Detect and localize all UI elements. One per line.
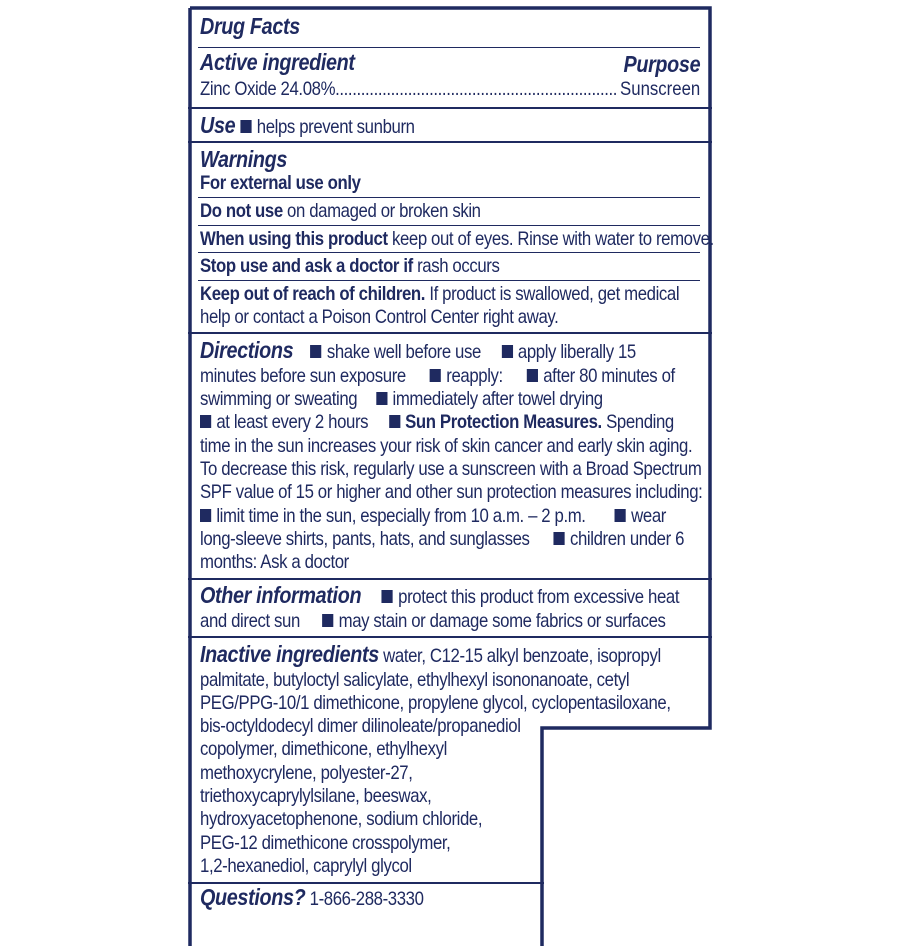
bullet-icon [502, 345, 513, 358]
use-heading: Use [200, 112, 236, 138]
section-divider [188, 107, 712, 109]
other-info-item: may stain or damage some fabrics or surfaces [338, 610, 666, 632]
direction-item: shake well before use [326, 341, 481, 363]
section-divider [188, 332, 712, 334]
direction-item: at least every 2 hours [216, 411, 369, 433]
inactive-line: PEG-12 dimethicone crosspolymer, [200, 832, 451, 854]
dot-leader: .................................................................. [335, 78, 618, 100]
bullet-icon [200, 415, 211, 428]
direction-item: children under 6 [569, 528, 685, 550]
warnings-heading: Warnings [200, 146, 288, 172]
inactive-line: palmitate, butyloctyl salicylate, ethylhexyl isononanoate, cetyl [200, 669, 630, 691]
direction-item: limit time in the sun, especially from 10 a.m. – 2 p.m. [216, 505, 586, 527]
bullet-icon [376, 392, 387, 405]
bullet-icon [554, 532, 565, 545]
bullet-icon [430, 369, 441, 382]
inactive-line: hydroxyacetophenone, sodium chloride, [200, 808, 483, 830]
keep-out-text-cont: help or contact a Poison Control Center right away. [200, 306, 559, 328]
bullet-icon [310, 345, 321, 358]
direction-item: minutes before sun exposure [200, 365, 406, 387]
use-row [200, 114, 415, 139]
other-info-item: protect this product from excessive heat [398, 586, 680, 608]
other-info-item: and direct sun [200, 610, 300, 632]
warning-divider [198, 280, 700, 281]
active-ingredient-heading: Active ingredient [200, 49, 355, 75]
directions-line: time in the sun increases your risk of skin cancer and early skin aging. [200, 435, 693, 457]
inactive-line: PEG/PPG-10/1 dimethicone, propylene glycol, cyclopentasiloxane, [200, 692, 671, 714]
other-info-line [200, 584, 679, 609]
stop-use-row [200, 255, 500, 278]
external-use-text: For external use only [200, 172, 361, 194]
direction-item: wear [631, 505, 666, 527]
other-info-line [200, 610, 666, 633]
bullet-icon [389, 415, 400, 428]
bullet-icon [615, 509, 626, 522]
other-info-heading: Other information [200, 582, 362, 608]
questions-heading: Questions? [200, 884, 306, 910]
warning-divider [198, 225, 700, 226]
use-item: helps prevent sunburn [256, 116, 415, 138]
warning-divider [198, 197, 700, 198]
drug-facts-title: Drug Facts [200, 13, 300, 39]
directions-line [200, 388, 603, 411]
inactive-line: copolymer, dimethicone, ethylhexyl [200, 738, 447, 760]
directions-line: months: Ask a doctor [200, 551, 349, 573]
bullet-icon [240, 120, 251, 133]
inactive-line: bis-octyldodecyl dimer dilinoleate/propanediol [200, 715, 521, 737]
keep-out-label: Keep out of reach of children. [200, 283, 426, 305]
direction-item: immediately after towel drying [392, 388, 603, 410]
warning-divider [198, 252, 700, 253]
active-ingredient-purpose: Sunscreen [619, 78, 700, 100]
inactive-line: 1,2-hexanediol, caprylyl glycol [200, 855, 412, 877]
keep-out-row [200, 283, 679, 306]
bullet-icon [382, 590, 393, 603]
direction-item: after 80 minutes of [543, 365, 675, 387]
drug-facts-panel [188, 6, 712, 946]
stop-use-label: Stop use and ask a doctor if [200, 255, 413, 277]
section-divider [188, 141, 712, 143]
bullet-icon [527, 369, 538, 382]
do-not-use-row [200, 200, 481, 223]
stop-use-text: rash occurs [412, 255, 500, 277]
direction-item: reapply: [446, 365, 503, 387]
directions-line [200, 505, 666, 528]
section-divider [188, 636, 712, 638]
do-not-use-label: Do not use [200, 200, 283, 222]
bullet-icon [322, 614, 333, 627]
directions-line: SPF value of 15 or higher and other sun protection measures including: [200, 481, 703, 503]
keep-out-text: If product is swallowed, get medical [425, 283, 680, 305]
bullet-icon [200, 509, 211, 522]
directions-line [200, 528, 684, 551]
inactive-line: methoxycrylene, polyester-27, [200, 762, 413, 784]
purpose-heading: Purpose [623, 51, 700, 77]
inactive-line: triethoxycaprylylsilane, beeswax, [200, 785, 432, 807]
when-using-text: keep out of eyes. Rinse with water to remove. [387, 228, 714, 250]
inactive-text: water, C12-15 alkyl benzoate, isopropyl [378, 645, 661, 667]
inactive-heading: Inactive ingredients [200, 641, 379, 667]
section-divider [188, 578, 712, 580]
directions-line [200, 365, 675, 388]
sun-protection-label: Sun Protection Measures. [405, 411, 602, 433]
directions-line [200, 411, 674, 434]
questions-line [200, 886, 424, 911]
directions-heading: Directions [200, 337, 294, 363]
directions-line [200, 339, 636, 364]
directions-line: To decrease this risk, regularly use a sunscreen with a Broad Spectrum [200, 458, 702, 480]
do-not-use-text: on damaged or broken skin [282, 200, 481, 222]
when-using-label: When using this product [200, 228, 388, 250]
inactive-line [200, 643, 661, 668]
when-using-row [200, 228, 714, 251]
active-ingredient-row [200, 78, 617, 101]
direction-item: apply liberally 15 [517, 341, 636, 363]
direction-item: long-sleeve shirts, pants, hats, and sunglasses [200, 528, 530, 550]
direction-item: Spending [601, 411, 674, 433]
questions-phone: 1-866-288-3330 [305, 888, 424, 910]
active-ingredient-name: Zinc Oxide 24.08% [200, 78, 336, 100]
direction-item: swimming or sweating [200, 388, 358, 410]
